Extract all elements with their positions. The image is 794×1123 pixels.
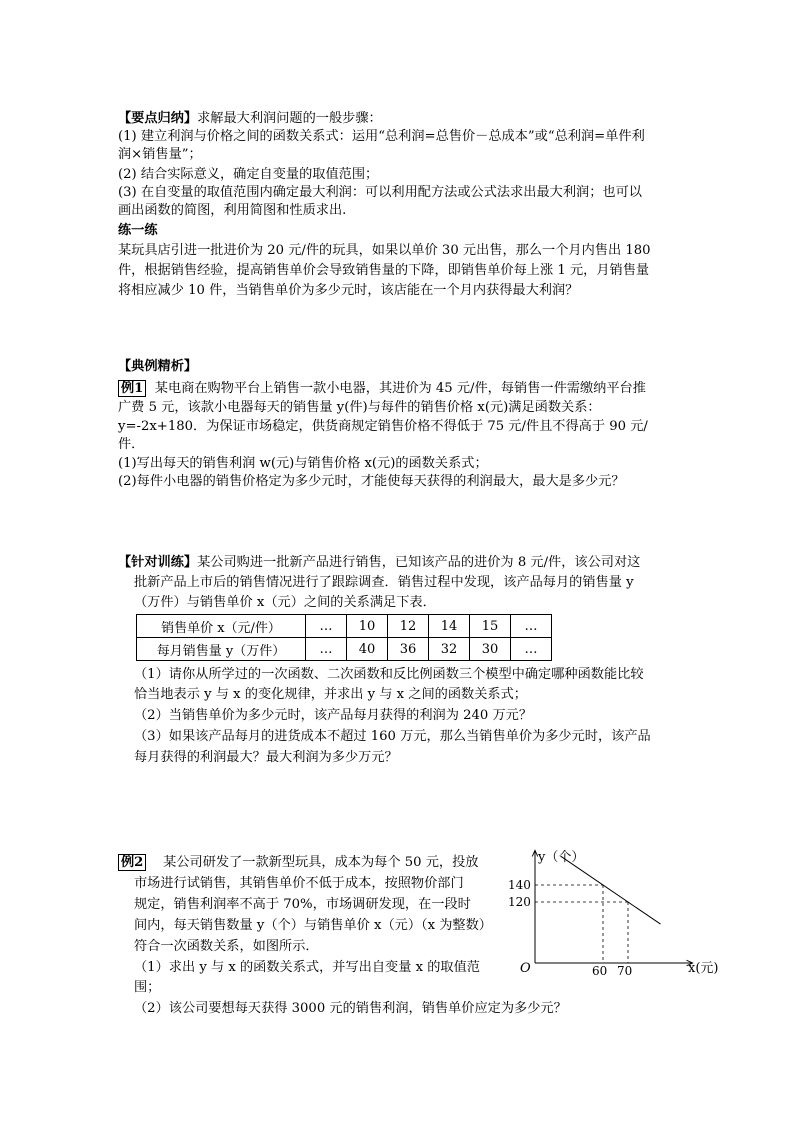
function-line (561, 856, 661, 924)
table-cell: 12 (388, 615, 429, 638)
table-cell: … (306, 638, 347, 661)
table-cell: 14 (429, 615, 470, 638)
table-cell: … (306, 615, 347, 638)
ex1-tag: 例1 (118, 380, 146, 397)
y-tick-140: 140 (508, 878, 531, 892)
training-line-2: 批新产品上市后的销售情况进行了跟踪调查．销售过程中发现，该产品每月的销售量 y (134, 575, 634, 590)
examples-title: 【典例精析】 (118, 359, 198, 374)
summary-intro: 求解最大利润问题的一般步骤： (197, 111, 382, 126)
training-question-3b: 每月获得的利润最大？最大利润为多少万元？ (134, 750, 398, 765)
ex2-graph (500, 845, 740, 980)
summary-line-5: 画出函数的简图，利用简图和性质求出. (118, 203, 347, 218)
table-row-header: 销售单价 x（元/件） (137, 615, 306, 638)
training-question-3a: （3）如果该产品每月的进货成本不超过 160 万元，那么当销售单价为多少元时，该产品 (134, 729, 651, 744)
x-tick-70: 70 (617, 964, 633, 978)
ex2-text-1: 某公司研发了一款新型玩具，成本为每个 50 元，投放 (163, 855, 479, 870)
table-row (137, 638, 552, 661)
ex2-question-1a: （1）求出 y 与 x 的函数关系式，并写出自变量 x 的取值范 (134, 960, 480, 975)
x-tick-60: 60 (592, 964, 608, 978)
ex1-text-1: 某电商在购物平台上销售一款小电器，其进价为 45 元/件，每销售一件需缴纳平台推 (154, 381, 646, 396)
y-tick-120: 120 (508, 895, 531, 909)
training-line-1 (118, 554, 640, 572)
ex1-line-2: 广费 5 元，该款小电器每天的销售量 y(件)与每件的销售价格 x(元)满足函数关系： (118, 400, 601, 415)
training-question-1a: （1）请你从所学过的一次函数、二次函数和反比例函数三个模型中确定哪种函数能比较 (134, 667, 644, 682)
ex2-question-1b: 围； (134, 980, 161, 995)
table-cell: 36 (388, 638, 429, 661)
practice-line-2: 件，根据销售经验，提高销售单价会导致销售量的下降，即销售单价每上涨 1 元，月销售量 (118, 263, 650, 278)
training-title: 【针对训练】 (118, 555, 198, 570)
table-cell: 40 (347, 638, 388, 661)
ex2-line-5: 符合一次函数关系，如图所示． (134, 939, 319, 954)
table-cell: 30 (470, 638, 511, 661)
summary-title: 【要点归纳】 (118, 111, 198, 126)
y-axis-label: y（个） (538, 850, 585, 865)
ex2-line-2: 市场进行试销售，其销售单价不低于成本，按照物价部门 (134, 876, 464, 891)
practice-line-1: 某玩具店引进一批进价为 20 元/件的玩具，如果以单价 30 元出售，那么一个月内售出 180 (118, 243, 651, 258)
ex2-line-3: 规定，销售利润率不高于 70%，市场调研发现，在一段时 (134, 897, 471, 912)
table-row-header: 每月销售量 y（万件） (137, 638, 306, 661)
summary-line-2: 润×销售量”； (118, 147, 202, 162)
ex1-question-2: (2)每件小电器的销售价格定为多少元时，才能使每天获得的利润最大，最大是多少元？ (118, 474, 625, 489)
summary-block (118, 110, 382, 128)
ex1-question-1: (1)写出每天的销售利润 w(元)与销售价格 x(元)的函数关系式； (118, 456, 488, 471)
sales-table (136, 614, 552, 661)
training-question-1b: 恰当地表示 y 与 x 的变化规律，并求出 y 与 x 之间的函数关系式； (134, 687, 527, 702)
table-cell: 32 (429, 638, 470, 661)
table-cell: … (511, 638, 552, 661)
ex2-question-2: （2）该公司要想每天获得 3000 元的销售利润，销售单价应定为多少元？ (134, 1001, 567, 1016)
table-cell: … (511, 615, 552, 638)
table-row (137, 615, 552, 638)
summary-line-4: (3) 在自变量的取值范围内确定最大利润：可以利用配方法或公式法求出最大利润；也可以 (118, 185, 642, 200)
ex1-line-3: y=-2x+180．为保证市场稳定，供货商规定销售价格不得低于 75 元/件且不得高于 90 元/ (118, 419, 648, 434)
ex2-tag: 例2 (118, 854, 146, 871)
summary-line-1: (1) 建立利润与价格之间的函数关系式：运用“总利润=总售价－总成本”或“总利润=单件利 (118, 129, 645, 144)
practice-title: 练一练 (118, 223, 158, 238)
x-axis-label: x(元) (688, 961, 719, 976)
ex1-line-4: 件． (118, 437, 145, 452)
training-text-1: 某公司购进一批新产品进行销售，已知该产品的进价为 8 元/件，该公司对这 (197, 555, 641, 570)
practice-line-3: 将相应减少 10 件，当销售单价为多少元时，该店能在一个月内获得最大利润？ (118, 283, 579, 298)
summary-line-3: (2) 结合实际意义，确定自变量的取值范围； (118, 167, 379, 182)
training-question-2: （2）当销售单价为多少元时，该产品每月获得的利润为 240 万元？ (134, 708, 533, 723)
ex1-line-1 (118, 380, 646, 398)
training-line-3: （万件）与销售单价 x（元）之间的关系满足下表． (134, 595, 436, 610)
origin-label: O (520, 961, 531, 976)
table-cell: 15 (470, 615, 511, 638)
ex2-line-4: 间内，每天销售数量 y（个）与销售单价 x（元）（x 为整数） (134, 918, 492, 933)
table-cell: 10 (347, 615, 388, 638)
ex2-line-1 (118, 854, 478, 872)
